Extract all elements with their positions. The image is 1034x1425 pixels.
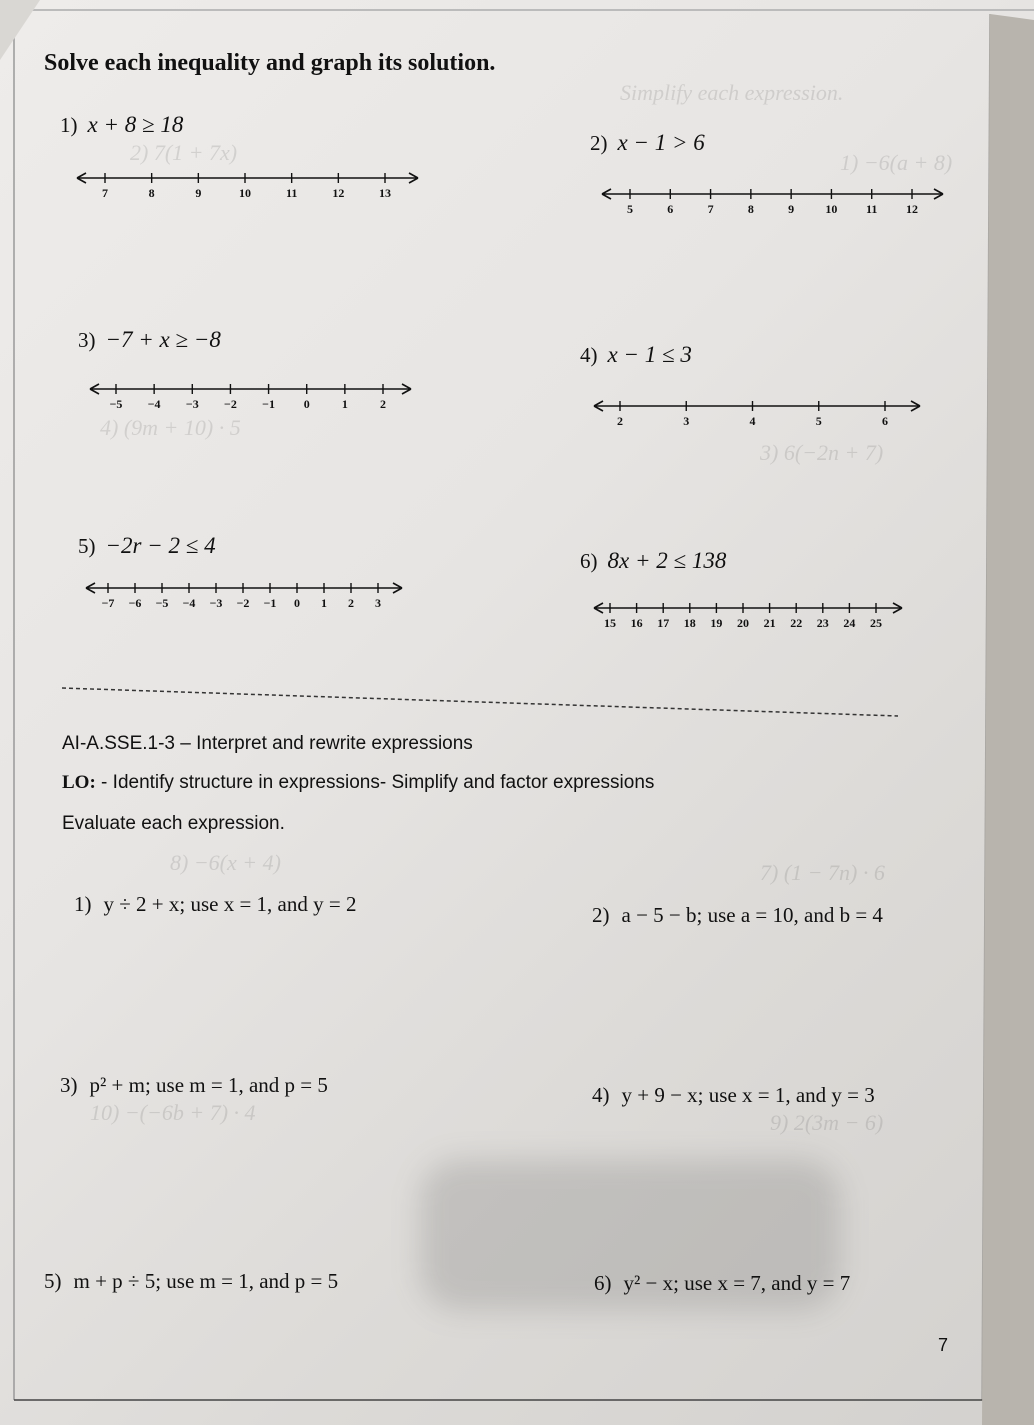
inequality-expression: −2r − 2 ≤ 4 <box>105 533 216 558</box>
tick-label: 25 <box>870 616 882 630</box>
tick-label: −4 <box>182 596 196 610</box>
inequality-expression: 8x + 2 ≤ 138 <box>607 548 727 573</box>
tick-label: 3 <box>375 596 381 610</box>
bleed-through-text: 10) −(−6b + 7) · 4 <box>90 1100 256 1125</box>
bleed-through-text: 1) −6(a + 8) <box>840 150 953 175</box>
tick-label: −1 <box>263 596 277 610</box>
tick-label: −2 <box>224 397 237 411</box>
tick-label: −7 <box>101 596 115 610</box>
tick-label: 21 <box>763 616 776 630</box>
tick-label: 19 <box>710 616 723 630</box>
problem-number: 3) <box>78 328 96 352</box>
tick-label: 1 <box>321 596 327 610</box>
tick-label: 7 <box>102 186 108 200</box>
problem-number: 6) <box>580 549 598 573</box>
section-divider <box>60 684 900 724</box>
tick-label: 6 <box>882 414 888 428</box>
tick-label: 11 <box>866 202 878 216</box>
tick-label: 22 <box>790 616 803 630</box>
problem-number: 1) <box>60 113 78 137</box>
tick-label: 8 <box>747 202 754 216</box>
tick-label: −5 <box>109 397 123 411</box>
tick-label: −2 <box>236 596 250 610</box>
instruction-text: Evaluate each expression. <box>62 813 285 834</box>
inequality-6 <box>580 548 726 574</box>
tick-label: 9 <box>788 202 795 216</box>
tick-label: 1 <box>341 397 348 411</box>
expression-text: m + p ÷ 5; use m = 1, and p = 5 <box>73 1269 339 1293</box>
tick-label: 20 <box>737 616 749 630</box>
bleed-through-text: 3) 6(−2n + 7) <box>760 440 884 465</box>
bleed-through-text: Simplify each expression. <box>620 80 844 105</box>
inequality-expression: x − 1 > 6 <box>617 130 705 155</box>
bleed-through-text: 8) −6(x + 4) <box>170 850 281 875</box>
inequality-3 <box>78 327 221 353</box>
expression-3 <box>60 1073 328 1098</box>
problem-number: 2) <box>590 131 608 155</box>
problem-number: 4) <box>592 1083 610 1107</box>
number-line-4 <box>592 392 922 438</box>
tick-label: 18 <box>683 616 696 630</box>
expression-text: y² − x; use x = 7, and y = 7 <box>623 1271 851 1295</box>
problem-number: 4) <box>580 343 598 367</box>
inequality-2 <box>590 130 705 156</box>
section-title: Solve each inequality and graph its solution. <box>44 50 496 76</box>
tick-label: 24 <box>843 616 856 630</box>
tick-label: 9 <box>195 186 202 200</box>
expression-2 <box>592 903 883 928</box>
page-number: 7 <box>938 1335 949 1355</box>
tick-label: 5 <box>815 414 822 428</box>
bleed-through-text: 9) 2(3m − 6) <box>770 1110 884 1135</box>
tick-label: 11 <box>285 186 298 200</box>
tick-label: 10 <box>825 202 838 216</box>
standard-heading: AI-A.SSE.1-3 – Interpret and rewrite expressions <box>62 733 473 754</box>
inequality-1 <box>60 112 183 138</box>
learning-objective <box>62 772 654 794</box>
tick-label: 8 <box>148 186 155 200</box>
number-line-6 <box>592 594 904 640</box>
problem-number: 1) <box>74 892 92 916</box>
problem-number: 5) <box>44 1269 62 1293</box>
tick-label: 4 <box>749 414 756 428</box>
expression-text: a − 5 − b; use a = 10, and b = 4 <box>621 903 883 927</box>
problem-number: 6) <box>594 1271 612 1295</box>
tick-label: 16 <box>630 616 643 630</box>
tick-label: 13 <box>379 186 391 200</box>
tick-label: 12 <box>332 186 345 200</box>
tick-label: 3 <box>683 414 690 428</box>
tick-label: 2 <box>348 596 354 610</box>
tick-label: −4 <box>147 397 161 411</box>
tick-label: 12 <box>906 202 918 216</box>
tick-label: 7 <box>707 202 714 216</box>
tick-label: −3 <box>209 596 223 610</box>
number-line-1 <box>75 164 420 210</box>
problem-number: 2) <box>592 903 610 927</box>
lo-label: LO: <box>62 772 96 793</box>
tick-label: 10 <box>239 186 251 200</box>
problem-number: 3) <box>60 1073 78 1097</box>
expression-text: y ÷ 2 + x; use x = 1, and y = 2 <box>103 892 357 916</box>
tick-label: 0 <box>294 596 300 610</box>
inequality-expression: −7 + x ≥ −8 <box>105 327 221 352</box>
tick-label: 6 <box>667 202 674 216</box>
expression-text: p² + m; use m = 1, and p = 5 <box>89 1073 328 1097</box>
bleed-through-text: 4) (9m + 10) · 5 <box>100 415 241 440</box>
number-line-5 <box>84 574 404 620</box>
number-line-3 <box>88 375 413 421</box>
tick-label: 17 <box>657 616 670 630</box>
expression-text: y + 9 − x; use x = 1, and y = 3 <box>621 1083 875 1107</box>
inequality-expression: x + 8 ≥ 18 <box>87 112 184 137</box>
bleed-through-text: 7) (1 − 7n) · 6 <box>760 860 885 885</box>
problem-number: 5) <box>78 534 96 558</box>
tick-label: 2 <box>617 414 623 428</box>
expression-6 <box>594 1271 850 1296</box>
expression-4 <box>592 1083 875 1108</box>
tick-label: −5 <box>155 596 169 610</box>
tick-label: 23 <box>816 616 829 630</box>
tick-label: −3 <box>185 397 199 411</box>
tick-label: −1 <box>262 397 275 411</box>
bleed-through-text: 2) 7(1 + 7x) <box>130 140 238 165</box>
expression-1 <box>74 892 356 917</box>
inequality-4 <box>580 342 692 368</box>
inequality-expression: x − 1 ≤ 3 <box>607 342 692 367</box>
tick-label: 5 <box>627 202 633 216</box>
inequality-5 <box>78 533 216 559</box>
expression-5 <box>44 1269 338 1294</box>
lo-text: - Identify structure in expressions- Simplify and factor expressions <box>95 772 655 793</box>
tick-label: 15 <box>604 616 616 630</box>
tick-label: 2 <box>380 397 386 411</box>
number-line-2 <box>600 180 945 226</box>
tick-label: −6 <box>128 596 142 610</box>
tick-label: 0 <box>303 397 310 411</box>
